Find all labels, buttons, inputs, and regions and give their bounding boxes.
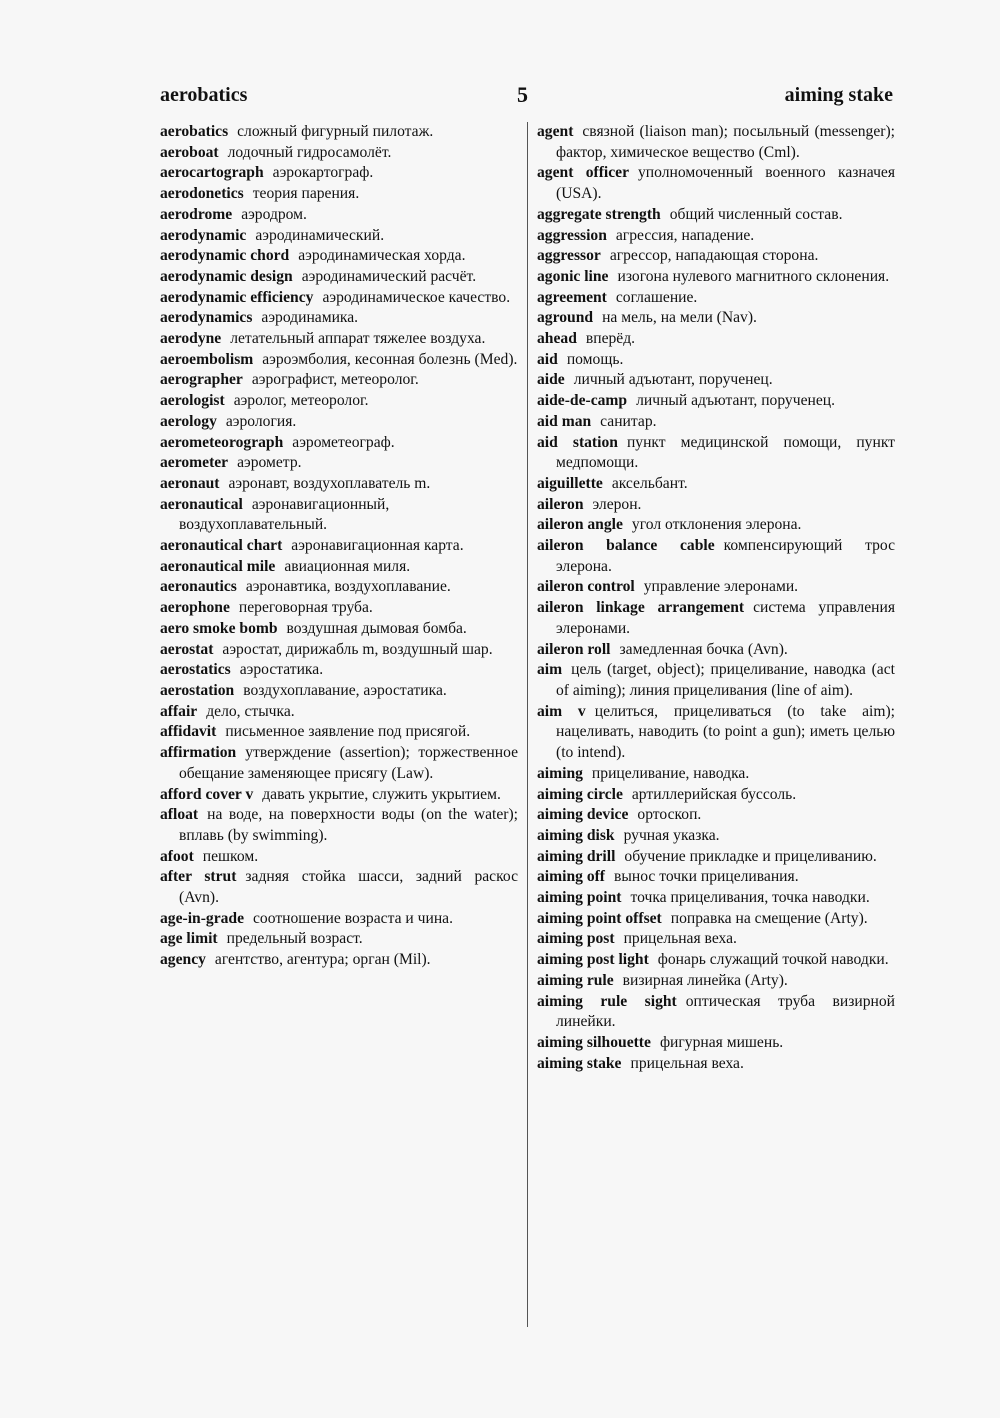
dictionary-entry bbox=[537, 640, 895, 661]
dictionary-entry bbox=[537, 598, 895, 639]
entry-headword: aerostat bbox=[160, 640, 214, 658]
column-divider bbox=[527, 122, 528, 1327]
entry-headword: aide bbox=[537, 371, 565, 389]
entry-headword: affidavit bbox=[160, 723, 217, 741]
right-column bbox=[537, 122, 895, 1074]
entry-headword: aiming device bbox=[537, 806, 629, 824]
entry-headword: afoot bbox=[160, 847, 194, 865]
dictionary-entry bbox=[160, 867, 518, 908]
dictionary-entry bbox=[160, 805, 518, 846]
entry-definition: личный адъютант, порученец. bbox=[636, 392, 836, 410]
dictionary-entry bbox=[160, 785, 518, 806]
entry-headword: aerometeorograph bbox=[160, 433, 284, 451]
entry-definition: ручная указка. bbox=[623, 826, 720, 844]
entry-headword: aiming point bbox=[537, 889, 622, 907]
entry-definition: аэрология. bbox=[225, 412, 297, 430]
entry-definition: ортоскоп. bbox=[637, 806, 702, 824]
entry-headword: aerodynamics bbox=[160, 309, 253, 327]
entry-definition: аэронавигационный, воздухоплавательный. bbox=[179, 495, 390, 534]
entry-definition: артиллерийская буссоль. bbox=[631, 785, 797, 803]
entry-headword: aiguillette bbox=[537, 474, 603, 492]
entry-definition: визирная линейка (Arty). bbox=[622, 971, 788, 989]
entry-definition: прицеливание, наводка. bbox=[591, 764, 750, 782]
entry-headword: aerodynamic design bbox=[160, 267, 293, 285]
dictionary-entry bbox=[537, 577, 895, 598]
entry-headword: agency bbox=[160, 951, 206, 969]
dictionary-entry bbox=[160, 184, 518, 205]
dictionary-entry bbox=[537, 163, 895, 204]
dictionary-entry bbox=[160, 246, 518, 267]
entry-headword: aiming point offset bbox=[537, 909, 662, 927]
entry-headword: agreement bbox=[537, 288, 607, 306]
entry-headword: affirmation bbox=[160, 744, 237, 762]
entry-headword: aerologist bbox=[160, 392, 225, 410]
entry-definition: управление элеронами. bbox=[643, 578, 799, 596]
dictionary-entry bbox=[537, 847, 895, 868]
entry-definition: воздухоплавание, аэростатика. bbox=[243, 681, 447, 699]
dictionary-entry bbox=[160, 619, 518, 640]
entry-headword: aid man bbox=[537, 412, 592, 430]
entry-headword: aeronautics bbox=[160, 578, 237, 596]
entry-definition: оптическая труба визирной линейки. bbox=[556, 992, 895, 1031]
page-number: 5 bbox=[517, 82, 528, 107]
dictionary-entry bbox=[537, 950, 895, 971]
entry-definition: предельный возраст. bbox=[226, 930, 363, 948]
entry-headword: aeronaut bbox=[160, 474, 220, 492]
entry-headword: age-in-grade bbox=[160, 909, 245, 927]
entry-definition: общий численный состав. bbox=[669, 205, 843, 223]
entry-headword: aileron linkage arrangement bbox=[537, 599, 745, 617]
dictionary-entry bbox=[160, 412, 518, 433]
entry-headword: aeroembolism bbox=[160, 350, 254, 368]
entry-definition: элерон. bbox=[592, 495, 642, 513]
entry-headword: agent officer bbox=[537, 164, 629, 182]
entry-headword: aiming silhouette bbox=[537, 1033, 651, 1051]
entry-definition: соглашение. bbox=[615, 288, 698, 306]
entry-headword: aid station bbox=[537, 433, 618, 451]
entry-headword: aggregate strength bbox=[537, 205, 661, 223]
entry-definition: уполномоченный военного казначея (USA). bbox=[556, 164, 896, 203]
entry-headword: aiming post light bbox=[537, 951, 649, 969]
entry-headword: ahead bbox=[537, 330, 577, 348]
dictionary-entry bbox=[537, 267, 895, 288]
dictionary-entry bbox=[160, 143, 518, 164]
dictionary-entry bbox=[537, 391, 895, 412]
entry-definition: санитар. bbox=[600, 412, 657, 430]
entry-definition: аэрокартограф. bbox=[272, 164, 374, 182]
entry-definition: авиационная миля. bbox=[284, 557, 411, 575]
entry-definition: замедленная бочка (Avn). bbox=[619, 640, 788, 658]
dictionary-entry bbox=[537, 329, 895, 350]
entry-headword: aileron balance cable bbox=[537, 537, 715, 555]
entry-definition: воздушная дымовая бомба. bbox=[286, 619, 467, 637]
entry-definition: соотношение возраста и чина. bbox=[253, 909, 453, 927]
header-last-entry: aiming stake bbox=[784, 84, 893, 106]
page-header bbox=[160, 84, 893, 114]
entry-definition: на воде, на поверхности воды (on the water); вплавь (by swimming). bbox=[179, 806, 518, 844]
entry-headword: aiming drill bbox=[537, 847, 616, 865]
entry-headword: aerographer bbox=[160, 371, 243, 389]
dictionary-entry bbox=[537, 992, 895, 1033]
entry-definition: аэроэмболия, кесонная болезнь (Med). bbox=[262, 350, 518, 368]
entry-headword: aground bbox=[537, 309, 594, 327]
entry-headword: aeronautical bbox=[160, 495, 243, 513]
entry-definition: на мель, на мели (Nav). bbox=[602, 309, 757, 327]
entry-definition: аэрометеограф. bbox=[292, 433, 395, 451]
dictionary-entry bbox=[160, 474, 518, 495]
dictionary-entry bbox=[160, 453, 518, 474]
entry-definition: пункт медицинской помощи, пункт медпомощи. bbox=[556, 433, 895, 472]
dictionary-entry bbox=[537, 971, 895, 992]
entry-definition: поправка на смещение (Arty). bbox=[670, 909, 868, 927]
entry-definition: аэродинамический расчёт. bbox=[301, 267, 477, 285]
dictionary-entry bbox=[160, 640, 518, 661]
dictionary-entry bbox=[537, 350, 895, 371]
entry-definition: дело, стычка. bbox=[206, 702, 295, 720]
entry-headword: aggression bbox=[537, 226, 607, 244]
entry-headword: aid bbox=[537, 350, 558, 368]
dictionary-entry bbox=[160, 702, 518, 723]
dictionary-entry bbox=[160, 909, 518, 930]
entry-definition: вынос точки прицеливания. bbox=[614, 868, 799, 886]
dictionary-entry bbox=[537, 205, 895, 226]
dictionary-entry bbox=[160, 329, 518, 350]
dictionary-entry bbox=[160, 267, 518, 288]
entry-headword: aiming circle bbox=[537, 785, 623, 803]
entry-definition: письменное заявление под присягой. bbox=[225, 723, 471, 741]
entry-headword: aiming stake bbox=[537, 1054, 622, 1072]
dictionary-entry bbox=[537, 474, 895, 495]
entry-definition: обучение прикладке и прицеливанию. bbox=[624, 847, 877, 865]
entry-definition: аэростат, дирижабль m, воздушный шар. bbox=[222, 640, 493, 658]
entry-headword: aileron angle bbox=[537, 516, 623, 534]
entry-headword: aerodynamic chord bbox=[160, 247, 290, 265]
dictionary-entry bbox=[537, 308, 895, 329]
entry-headword: aim v bbox=[537, 702, 586, 720]
entry-headword: aide-de-camp bbox=[537, 392, 628, 410]
dictionary-entry bbox=[537, 1054, 895, 1075]
entry-headword: aiming bbox=[537, 764, 583, 782]
dictionary-entry bbox=[537, 785, 895, 806]
entry-definition: изогона нулевого магнитного склонения. bbox=[617, 267, 890, 285]
entry-definition: аэронавтика, воздухоплавание. bbox=[245, 578, 451, 596]
dictionary-entry bbox=[537, 1033, 895, 1054]
dictionary-entry bbox=[160, 122, 518, 143]
entry-headword: aerodrome bbox=[160, 205, 233, 223]
entry-definition: аэронавигационная карта. bbox=[291, 537, 464, 555]
entry-headword: age limit bbox=[160, 930, 218, 948]
entry-definition: лодочный гидросамолёт. bbox=[227, 143, 392, 161]
dictionary-entry bbox=[160, 681, 518, 702]
entry-definition: пешком. bbox=[202, 847, 259, 865]
dictionary-entry bbox=[160, 577, 518, 598]
entry-headword: aggressor bbox=[537, 247, 601, 265]
entry-definition: вперёд. bbox=[585, 330, 636, 348]
entry-definition: теория парения. bbox=[252, 185, 360, 203]
header-first-entry: aerobatics bbox=[160, 84, 248, 106]
dictionary-entry bbox=[537, 122, 895, 163]
dictionary-entry bbox=[160, 226, 518, 247]
entry-definition: сложный фигурный пилотаж. bbox=[237, 123, 434, 140]
entry-headword: aerometer bbox=[160, 454, 229, 472]
entry-definition: фигурная мишень. bbox=[659, 1033, 784, 1051]
entry-definition: летательный аппарат тяжелее воздуха. bbox=[230, 330, 486, 348]
dictionary-entry bbox=[537, 826, 895, 847]
dictionary-entry bbox=[160, 163, 518, 184]
dictionary-entry bbox=[160, 391, 518, 412]
dictionary-entry bbox=[160, 598, 518, 619]
entry-headword: aiming post bbox=[537, 930, 615, 948]
entry-headword: aiming rule bbox=[537, 971, 614, 989]
dictionary-entry bbox=[160, 929, 518, 950]
dictionary-entry bbox=[537, 433, 895, 474]
entry-definition: давать укрытие, служить укрытием. bbox=[262, 785, 501, 803]
entry-definition: аэронавт, воздухоплаватель m. bbox=[228, 474, 431, 492]
dictionary-entry bbox=[537, 536, 895, 577]
dictionary-entry bbox=[537, 288, 895, 309]
dictionary-entry bbox=[537, 226, 895, 247]
entry-definition: агрессия, нападение. bbox=[615, 226, 755, 244]
entry-headword: aerodynamic efficiency bbox=[160, 288, 314, 306]
dictionary-entry bbox=[160, 660, 518, 681]
entry-headword: aerodyne bbox=[160, 330, 222, 348]
entry-headword: aileron bbox=[537, 495, 584, 513]
entry-headword: aeroboat bbox=[160, 143, 219, 161]
entry-headword: aileron roll bbox=[537, 640, 611, 658]
dictionary-entry bbox=[537, 764, 895, 785]
entry-definition: задняя стойка шасси, задний раскос (Avn). bbox=[179, 868, 518, 907]
dictionary-entry bbox=[537, 495, 895, 516]
dictionary-entry bbox=[537, 702, 895, 764]
left-column bbox=[160, 122, 518, 971]
entry-headword: aero smoke bomb bbox=[160, 619, 278, 637]
dictionary-entry bbox=[160, 743, 518, 784]
entry-definition: агрессор, нападающая сторона. bbox=[609, 247, 819, 265]
dictionary-entry bbox=[160, 950, 518, 971]
dictionary-entry bbox=[537, 867, 895, 888]
entry-definition: цель (target, object); прицеливание, наводка (act of aiming); линия прицеливания (line of aim). bbox=[556, 661, 895, 699]
entry-headword: aerocartograph bbox=[160, 164, 264, 182]
dictionary-entry bbox=[537, 515, 895, 536]
entry-headword: aerology bbox=[160, 412, 217, 430]
entry-definition: фонарь служащий точкой наводки. bbox=[657, 951, 889, 969]
entry-headword: aerobatics bbox=[160, 123, 229, 140]
dictionary-entry bbox=[537, 929, 895, 950]
entry-headword: aileron control bbox=[537, 578, 635, 596]
entry-headword: aerostation bbox=[160, 681, 235, 699]
entry-headword: afford cover v bbox=[160, 785, 254, 803]
entry-definition: аэростатика. bbox=[239, 661, 324, 679]
entry-definition: аэрометр. bbox=[237, 454, 302, 472]
dictionary-entry bbox=[160, 722, 518, 743]
entry-headword: aerodynamic bbox=[160, 226, 247, 244]
entry-definition: агентство, агентура; орган (Mil). bbox=[214, 951, 431, 969]
entry-definition: целиться, прицеливаться (to take aim); нацеливать, наводить (to point a gun); иметь целью (to intend). bbox=[556, 702, 895, 762]
dictionary-entry bbox=[160, 495, 518, 536]
entry-headword: aim bbox=[537, 661, 563, 679]
entry-headword: aiming disk bbox=[537, 826, 615, 844]
entry-definition: аэродром. bbox=[241, 205, 307, 223]
entry-headword: aerophone bbox=[160, 599, 230, 617]
entry-definition: утверждение (assertion); торжественное обещание заменяющее присягу (Law). bbox=[179, 744, 518, 782]
dictionary-entry bbox=[160, 433, 518, 454]
entry-definition: аэродинамическое качество. bbox=[322, 288, 511, 306]
entry-headword: agonic line bbox=[537, 267, 609, 285]
dictionary-entry bbox=[160, 308, 518, 329]
entry-headword: aiming rule sight bbox=[537, 992, 677, 1010]
dictionary-entry bbox=[537, 246, 895, 267]
dictionary-entry bbox=[537, 805, 895, 826]
entry-definition: прицельная веха. bbox=[623, 930, 737, 948]
entry-headword: aerostatics bbox=[160, 661, 231, 679]
dictionary-entry bbox=[160, 370, 518, 391]
dictionary-entry bbox=[537, 660, 895, 701]
entry-headword: aeronautical mile bbox=[160, 557, 276, 575]
dictionary-entry bbox=[537, 370, 895, 391]
entry-definition: аэродинамическая хорда. bbox=[298, 247, 466, 265]
entry-headword: after strut bbox=[160, 868, 237, 886]
entry-definition: компенсирующий трос элерона. bbox=[556, 537, 896, 575]
dictionary-entry bbox=[537, 888, 895, 909]
entry-definition: помощь. bbox=[566, 350, 624, 368]
entry-definition: аэролог, метеоролог. bbox=[233, 392, 369, 410]
entry-definition: аэрографист, метеоролог. bbox=[251, 371, 419, 389]
entry-definition: связной (liaison man); посыльный (messenger); фактор, химическое вещество (Cml). bbox=[556, 123, 895, 161]
dictionary-entry bbox=[160, 288, 518, 309]
entry-definition: аксельбант. bbox=[611, 474, 688, 492]
dictionary-entry bbox=[160, 205, 518, 226]
entry-headword: agent bbox=[537, 123, 574, 140]
dictionary-entry bbox=[160, 536, 518, 557]
entry-definition: личный адъютант, порученец. bbox=[573, 371, 773, 389]
dictionary-entry bbox=[537, 909, 895, 930]
dictionary-entry bbox=[160, 557, 518, 578]
dictionary-entry bbox=[537, 412, 895, 433]
entry-headword: aerodonetics bbox=[160, 185, 244, 203]
entry-headword: affair bbox=[160, 702, 198, 720]
entry-definition: точка прицеливания, точка наводки. bbox=[630, 889, 870, 907]
entry-headword: afloat bbox=[160, 806, 199, 824]
dictionary-entry bbox=[160, 847, 518, 868]
entry-definition: прицельная веха. bbox=[630, 1054, 744, 1072]
dictionary-entry bbox=[160, 350, 518, 371]
entry-headword: aeronautical chart bbox=[160, 537, 283, 555]
entry-definition: аэродинамика. bbox=[261, 309, 359, 327]
entry-definition: система управления элеронами. bbox=[556, 599, 895, 637]
entry-definition: аэродинамический. bbox=[255, 226, 385, 244]
entry-headword: aiming off bbox=[537, 868, 606, 886]
entry-definition: переговорная труба. bbox=[238, 599, 373, 617]
entry-definition: угол отклонения элерона. bbox=[631, 516, 802, 534]
